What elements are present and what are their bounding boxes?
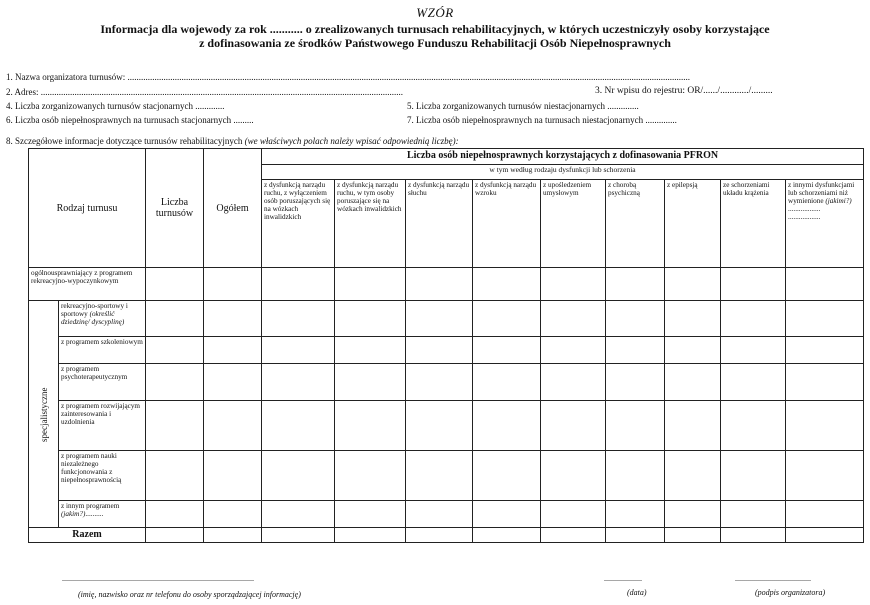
table-cell[interactable]	[665, 501, 721, 528]
row-label-inny-program	[59, 501, 146, 528]
table-cell[interactable]	[665, 364, 721, 401]
table-cell[interactable]	[406, 337, 473, 364]
table-cell[interactable]	[335, 301, 406, 337]
table-cell[interactable]	[262, 268, 335, 301]
table-cell[interactable]	[786, 301, 864, 337]
caption-organizer-signature: (podpis organizatora)	[755, 588, 826, 597]
title-line-2: z dofinasowania ze środków Państwowego Funduszu Rehabilitacji Osób Niepełnosprawnych	[199, 36, 671, 50]
header-uposledzenie: z upośledzeniem umysłowym	[541, 180, 606, 268]
table-cell[interactable]	[786, 337, 864, 364]
signature-line-organizer: ......................................	[735, 574, 811, 583]
row-label-nauka-funkcjonowania: z programem nauki niezależnego funkcjonowania z niepełnosprawnością	[59, 451, 146, 501]
header-choroba-psychiczna: z chorobą psychiczną	[606, 180, 665, 268]
row-label-psychoterapeutyczny: z programem psychoterapeutycznym	[59, 364, 146, 401]
table-row	[29, 301, 864, 337]
table-cell[interactable]	[606, 268, 665, 301]
table-cell[interactable]	[406, 501, 473, 528]
table-cell[interactable]	[606, 528, 665, 543]
table-cell[interactable]	[146, 337, 204, 364]
inne-jakimi: (jakimi?)	[825, 197, 852, 205]
caption-contact-person: (imię, nazwisko oraz nr telefonu do osoby sporządzającej informację)	[78, 590, 301, 599]
row-label-general: ogólnousprawniający z programem rekreacyjno-wypoczynkowym	[29, 268, 146, 301]
field-details-heading	[6, 136, 459, 146]
table-cell[interactable]	[786, 501, 864, 528]
table-cell[interactable]	[473, 301, 541, 337]
table-cell[interactable]	[262, 501, 335, 528]
table-cell[interactable]	[721, 268, 786, 301]
header-inne-dysfunkcje	[786, 180, 864, 268]
table-row	[29, 337, 864, 364]
table-cell[interactable]	[335, 364, 406, 401]
table-cell[interactable]	[541, 501, 606, 528]
table-cell[interactable]	[406, 364, 473, 401]
table-cell[interactable]	[721, 528, 786, 543]
title-line-1: Informacja dla wojewody za rok ........... o zrealizowanych turnusach rehabilitacyjnych, w których uczestniczyły osoby korzystające	[100, 22, 770, 36]
table-cell[interactable]	[473, 528, 541, 543]
table-cell[interactable]	[606, 301, 665, 337]
table-cell[interactable]	[606, 364, 665, 401]
table-cell[interactable]	[786, 451, 864, 501]
header-dysf-wzrok: z dysfunkcją narządu wzroku	[473, 180, 541, 268]
table-cell[interactable]	[406, 301, 473, 337]
form-label-wzor: WZÓR	[416, 5, 454, 20]
table-row	[29, 528, 864, 543]
header-by-dysfunction: w tym według rodzaju dysfunkcji lub schorzenia	[262, 165, 864, 180]
table-cell[interactable]	[473, 401, 541, 451]
header-ogolem: Ogółem	[204, 149, 262, 268]
table-cell[interactable]	[721, 301, 786, 337]
table-cell[interactable]	[665, 268, 721, 301]
table-cell[interactable]	[541, 451, 606, 501]
table-cell[interactable]	[473, 451, 541, 501]
table-cell[interactable]	[406, 401, 473, 451]
header-liczba-turnusow: Liczba turnusów	[146, 149, 204, 268]
table-cell[interactable]	[541, 301, 606, 337]
header-pfron: Liczba osób niepełnosprawnych korzystających z dofinasowania PFRON	[262, 149, 864, 165]
inny-text: z innym programem	[61, 502, 120, 510]
signature-line-contact: ................................................................................................	[62, 574, 254, 583]
turnus-table	[28, 148, 864, 543]
signature-line-date: ...................	[604, 574, 642, 583]
table-cell[interactable]	[665, 301, 721, 337]
table-cell[interactable]	[665, 451, 721, 501]
field-address: 2. Adres: .................................................................................................................................................................	[6, 87, 403, 97]
table-row	[29, 268, 864, 301]
details-heading-note: (we właściwych polach należy wpisać odpowiednią liczbę):	[244, 136, 459, 146]
sport-text: rekreacyjno-sportowy i sportowy	[61, 302, 128, 318]
table-cell[interactable]	[204, 337, 262, 364]
row-label-szkoleniowy: z programem szkoleniowym	[59, 337, 146, 364]
header-dysf-sluch: z dysfunkcją narządu słuchu	[406, 180, 473, 268]
table-row	[29, 401, 864, 451]
table-cell[interactable]	[146, 364, 204, 401]
table-cell[interactable]	[665, 528, 721, 543]
row-label-razem: Razem	[29, 528, 146, 543]
header-uklad-krazenia: ze schorzeniami układu krążenia	[721, 180, 786, 268]
table-cell[interactable]	[146, 451, 204, 501]
row-label-sport	[59, 301, 146, 337]
field-stationary-persons: 6. Liczba osób niepełnosprawnych na turnusach stacjonarnych .........	[6, 115, 254, 125]
table-row	[29, 451, 864, 501]
table-cell[interactable]	[721, 501, 786, 528]
table-cell[interactable]	[406, 451, 473, 501]
table-cell[interactable]	[204, 301, 262, 337]
field-registry-number: 3. Nr wpisu do rejestru: OR/....../............/.........	[595, 86, 773, 96]
table-cell[interactable]	[786, 268, 864, 301]
table-cell[interactable]	[473, 501, 541, 528]
table-cell[interactable]	[665, 337, 721, 364]
table-cell[interactable]	[204, 268, 262, 301]
row-label-zainteresowania: z programem rozwijającym zainteresowania i uzdolnienia	[59, 401, 146, 451]
table-cell[interactable]	[262, 451, 335, 501]
inny-note: (jakim?)	[61, 510, 86, 518]
table-cell[interactable]	[262, 364, 335, 401]
table-cell[interactable]	[146, 501, 204, 528]
table-cell[interactable]	[406, 268, 473, 301]
table-cell[interactable]	[262, 301, 335, 337]
table-cell[interactable]	[606, 451, 665, 501]
inne-dots: .................. ..................	[788, 205, 821, 221]
table-cell[interactable]	[146, 268, 204, 301]
form-title	[40, 22, 830, 50]
table-cell[interactable]	[335, 501, 406, 528]
caption-date: (data)	[627, 588, 647, 597]
table-cell[interactable]	[786, 364, 864, 401]
table-cell[interactable]	[335, 528, 406, 543]
table-cell[interactable]	[721, 337, 786, 364]
table-cell[interactable]	[541, 401, 606, 451]
table-cell[interactable]	[721, 364, 786, 401]
table-cell[interactable]	[335, 337, 406, 364]
table-cell[interactable]	[262, 337, 335, 364]
table-cell[interactable]	[786, 528, 864, 543]
table-cell[interactable]	[786, 401, 864, 451]
table-cell[interactable]	[204, 501, 262, 528]
field-stationary-count: 4. Liczba zorganizowanych turnusów stacjonarnych .............	[6, 101, 225, 111]
table-cell[interactable]	[204, 528, 262, 543]
table-cell[interactable]	[606, 337, 665, 364]
table-cell[interactable]	[606, 401, 665, 451]
table-cell[interactable]	[262, 401, 335, 451]
header-dysf-ruch-z-wozkami: z dysfunkcją narządu ruchu, w tym osoby poruszające się na wózkach inwalidzkich	[335, 180, 406, 268]
table-cell[interactable]	[606, 501, 665, 528]
table-cell[interactable]	[335, 401, 406, 451]
field-nonstationary-persons: 7. Liczba osób niepełnosprawnych na turnusach niestacjonarnych ..............	[407, 115, 677, 125]
table-cell[interactable]	[665, 401, 721, 451]
table-cell[interactable]	[473, 268, 541, 301]
header-epilepsja: z epilepsją	[665, 180, 721, 268]
table-cell[interactable]	[204, 451, 262, 501]
table-cell[interactable]	[204, 401, 262, 451]
sport-note: (określić dziedzinę/ dyscyplinę)	[61, 310, 125, 326]
row-group-specjalistyczne: specjalistyczne	[29, 301, 59, 528]
table-cell[interactable]	[541, 528, 606, 543]
table-cell[interactable]	[721, 451, 786, 501]
header-rodzaj-turnusu: Rodzaj turnusu	[29, 149, 146, 268]
table-row	[29, 501, 864, 528]
table-cell[interactable]	[335, 268, 406, 301]
table-cell[interactable]	[146, 401, 204, 451]
table-cell[interactable]	[541, 337, 606, 364]
field-organizer-name: 1. Nazwa organizatora turnusów: ..........................................................................................................................................................................................................................................................	[6, 72, 691, 82]
inny-dots: ..........	[85, 510, 104, 518]
table-cell[interactable]	[721, 401, 786, 451]
table-cell[interactable]	[541, 364, 606, 401]
table-cell[interactable]	[335, 451, 406, 501]
table-cell[interactable]	[204, 364, 262, 401]
table-cell[interactable]	[473, 337, 541, 364]
table-cell[interactable]	[146, 528, 204, 543]
table-cell[interactable]	[262, 528, 335, 543]
header-dysf-ruch-bez-wozkow: z dysfunkcją narządu ruchu, z wyłączeniem osób poruszających się na wózkach inwalidzkich	[262, 180, 335, 268]
table-cell[interactable]	[146, 301, 204, 337]
details-heading-text: 8. Szczegółowe informacje dotyczące turnusów rehabilitacyjnych	[6, 136, 243, 146]
table-cell[interactable]	[541, 268, 606, 301]
field-nonstationary-count: 5. Liczba zorganizowanych turnusów niestacjonarnych ..............	[407, 101, 639, 111]
table-cell[interactable]	[406, 528, 473, 543]
table-row	[29, 364, 864, 401]
table-cell[interactable]	[473, 364, 541, 401]
inne-text: z innymi dysfunkcjami lub schorzeniami niż wymienione	[788, 181, 855, 205]
